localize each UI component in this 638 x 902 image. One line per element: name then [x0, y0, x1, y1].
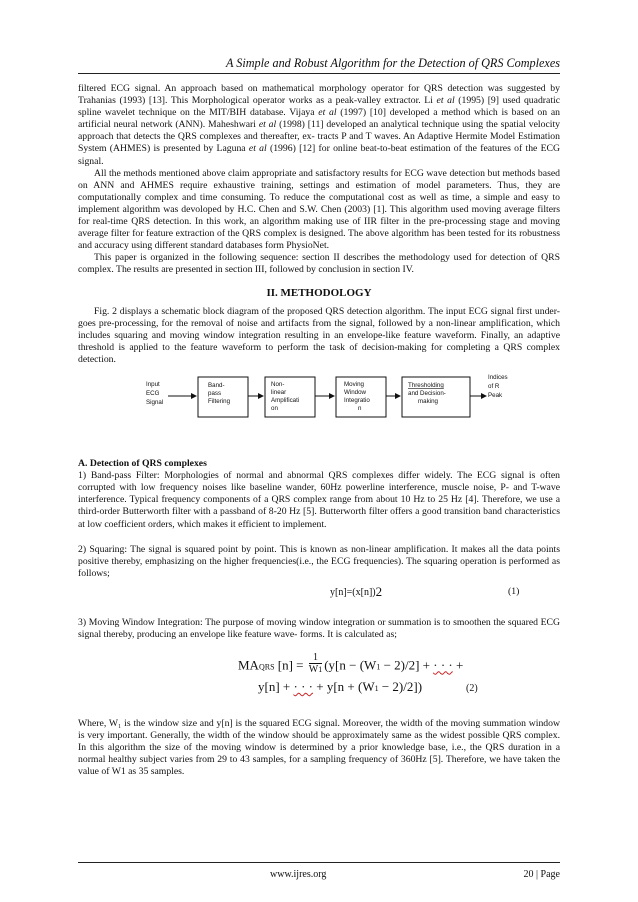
qrs-block-diagram: [138, 372, 558, 428]
section-heading-methodology: II. METHODOLOGY: [266, 286, 372, 299]
equation-2-number: (2): [466, 683, 478, 695]
block-2-label: Amplificati: [271, 397, 300, 405]
methodology-paragraph: Fig. 2 displays a schematic block diagram of the proposed QRS detection algorithm. The input ECG signal first under- goes pre-processing, for the removal of noise and artifacts from the signal, followed by a non-linear amplification, which includes squaring and moving window integration resulting in an envelope-like feature waveform. Finally, an adaptive threshold is applied to the feature waveform to perform the task of decision-making for completing a QRS complex detection.: [78, 305, 560, 365]
equation-1: [78, 580, 560, 604]
block-4-label: Thresholding: [408, 382, 444, 390]
output-label-line-2: of R: [488, 383, 500, 391]
equation-2: [78, 643, 560, 705]
paragraph-gap: [78, 604, 560, 617]
block-1-label: Band-: [208, 382, 225, 390]
intro-paragraph-1: filtered ECG signal. An approach based on mathematical morphology operator for QRS detection was suggested by Trahanias (1993) [13]. This Morphological operator works as a peak-valley extractor. Li et al (1995) [9] used quadratic spline wavelet technique on the MIT/BIH database. Vijaya et al (1997) [10] developed a method which is based on an artificial neural network (ANN). Maheshwari et al (1998) [11] developed an analytical technique using the spatial velocity approach that detects the QRS complexes and thereafter, ex- tracts P and T waves. An Adaptive Hermite Model Estimation System (AHMES) is presented by Laguna et al (1996) [12] for online beat-to-beat estimation of the features of the ECG signal.: [78, 83, 561, 167]
block-3-label: Moving: [344, 381, 364, 389]
footer-rule: [78, 862, 560, 863]
moving-window-label: 3) Moving Window Integration:: [78, 616, 203, 628]
window-size-paragraph: Where, W₁ is the window size and y[n] is the squared ECG signal. Moreover, the width of the moving summation window is very important. Generally, the width of the window should be approximately same as the widest possible QRS complex. In this algorithm the size of the moving window is determined by a prior knowledge base, i.e., the QRS duration in a normal healthy subject varies from 29 to 43 samples, for a sampling frequency of 360Hz [5]. Therefore, we have taken the value of W1 as 35 samples.: [78, 718, 560, 778]
running-header-title: A Simple and Robust Algorithm for the Detection of QRS Complexes: [226, 56, 560, 70]
block-3-label: n: [358, 405, 362, 413]
page-body: [78, 83, 560, 779]
squaring-label: 2) Squaring:: [78, 543, 128, 555]
input-label-line-3: Signal: [146, 399, 164, 407]
block-4-label: and Decision-: [408, 390, 446, 398]
block-2-label: linear: [271, 389, 287, 397]
block-2-label: on: [271, 405, 278, 413]
moving-window-paragraph: 3) Moving Window Integration: The purpose of moving window integration or summation is to smoothen the squared ECG signal thereby, producing an envelope like feature wave- forms. It is calculated as;: [78, 616, 560, 640]
header-rule: [78, 73, 560, 74]
subsection-heading-detection: A. Detection of QRS complexes: [78, 458, 207, 470]
footer-url: www.ijres.org: [270, 869, 327, 880]
paragraph-gap: [78, 705, 560, 718]
footer-page-number: 20 | Page: [523, 869, 560, 880]
output-label-line-3: Peak: [488, 392, 503, 400]
equation-2-fraction: $\frac{1}{W1}$: [308, 652, 323, 676]
input-label-line-1: Input: [146, 381, 160, 389]
equation-2-line-1: MAQRS [n] = $\frac{1}{W1}$ (y[n − (W1 − 2)/2] + · · · +: [238, 652, 464, 676]
band-pass-filter-label: 1) Band-pass Filter:: [78, 470, 160, 482]
input-label-line-2: ECG: [146, 390, 160, 398]
output-label-line-1: Indices: [488, 374, 508, 382]
block-1-label: pass: [208, 390, 222, 398]
paragraph-gap: [78, 531, 560, 544]
block-3-label: Window: [344, 389, 367, 397]
equation-2-line-2: y[n] + · · · + y[n + (W1 − 2)/2]): [258, 679, 423, 695]
block-3-label: Integratio: [344, 397, 370, 405]
intro-paragraph-3: This paper is organized in the following sequence: section II describes the methodology used for detection of QRS complex. The results are presented in section III, followed by conclusion in section IV.: [78, 252, 560, 276]
equation-1-body: $y[n]=(x[n])^2$: [330, 583, 383, 599]
squaring-paragraph: 2) Squaring: The signal is squared point by point. This is known as non-linear amplification. It makes all the data points positive thereby, emphasizing on the higher frequencies(i.e., the ECG frequencies). The squaring operation is performed as follows;: [78, 543, 560, 579]
block-2-label: Non-: [271, 381, 285, 389]
band-pass-filter-paragraph: 1) Band-pass Filter: Morphologies of normal and abnormal QRS complexes differ widely. The ECG signal is often corrupted with low frequency noises like baseline wander, 60Hz powerline interference, muscle noise, P- and T-wave interference. Typical frequency components of a QRS complex range from about 10 Hz to 25 Hz [4]. Therefore, we use a third-order Butterworth filter with a passband of 8-20 Hz [5]. Butterworth filter offers a good transition band characteristics at low coefficient orders, which makes it efficient to implement.: [78, 470, 560, 530]
block-diagram-figure: [78, 372, 560, 444]
block-4-label: making: [418, 398, 438, 406]
intro-paragraph-2: All the methods mentioned above claim appropriate and satisfactory results for ECG wave detection but methods based on ANN and AHMES require exhaustive training, settings and estimation of model parameters. Thus, they are computationally complex and time consuming. To reduce the computational cost as well as time, a simple and easy to implement algorithm was devoloped by H.C. Chen and S.W. Chen (2003) [1]. This algorithm used moving average filters for real-time QRS detection. In this work, an algorithm making use of IIR filter in the pre-processing stage and moving average filter for feature extraction of the QRS complex is designed. The above algorithm has been tested for its robustness and accuracy using different standard databases form PhysioNet.: [78, 167, 560, 252]
equation-1-number: (1): [508, 585, 520, 597]
block-1-label: Filtering: [208, 398, 231, 406]
